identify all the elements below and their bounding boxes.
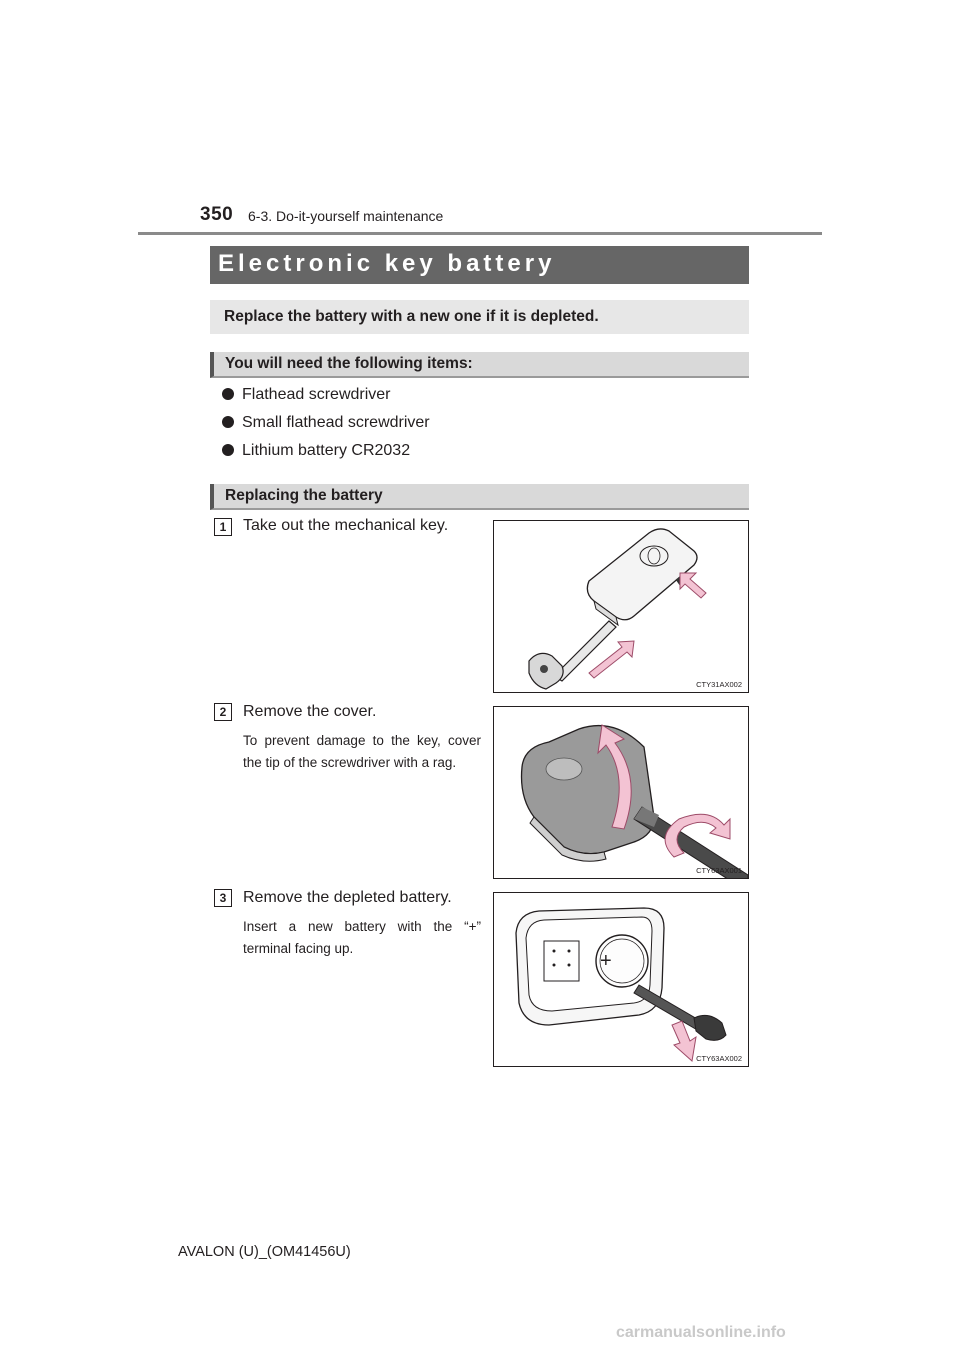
bullet-icon — [222, 388, 234, 400]
items-heading — [210, 352, 749, 378]
figure-code: CTY63AX002 — [696, 1054, 742, 1063]
bullet-icon — [222, 444, 234, 456]
replacing-heading — [210, 484, 749, 510]
header-rule — [138, 232, 822, 235]
figure-code: CTY31AX002 — [696, 680, 742, 689]
page-title: Electronic key battery — [218, 250, 556, 277]
intro-text: Replace the battery with a new one if it is depleted. — [224, 308, 599, 325]
step-note: To prevent damage to the key, cover the tip of the screwdriver with a rag. — [243, 733, 481, 770]
step-text: Take out the mechanical key. — [243, 517, 449, 534]
step-text: Remove the depleted battery. — [243, 889, 452, 906]
list-item: Flathead screwdriver — [222, 386, 391, 404]
step-number: 2 — [214, 703, 232, 721]
step-text: Remove the cover. — [243, 703, 377, 720]
figure-remove-battery — [493, 892, 749, 1067]
page-number: 350 — [200, 204, 234, 225]
footer-text: AVALON (U)_(OM41456U) — [178, 1244, 351, 1260]
step-number: 3 — [214, 889, 232, 907]
bullet-icon — [222, 416, 234, 428]
battery-removal-illustration — [494, 893, 748, 1066]
figure-remove-cover — [493, 706, 749, 879]
figure-remove-key — [493, 520, 749, 693]
section-label: 6-3. Do-it-yourself maintenance — [248, 208, 444, 224]
step-note: Insert a new battery with the “+” terminal facing up. — [243, 919, 481, 956]
key-fob-illustration — [494, 521, 748, 692]
title-bar — [210, 246, 749, 284]
intro-box — [210, 300, 749, 334]
step-number: 1 — [214, 518, 232, 536]
plus-terminal-label: + — [600, 950, 612, 972]
items-heading-text: You will need the following items: — [225, 355, 473, 372]
figure-code: CTY63AX001 — [696, 866, 742, 875]
list-item: Lithium battery CR2032 — [222, 442, 410, 460]
watermark: carmanualsonline.info — [616, 1324, 786, 1341]
cover-removal-illustration — [494, 707, 748, 878]
list-item: Small flathead screwdriver — [222, 414, 430, 432]
replacing-heading-text: Replacing the battery — [225, 487, 383, 504]
